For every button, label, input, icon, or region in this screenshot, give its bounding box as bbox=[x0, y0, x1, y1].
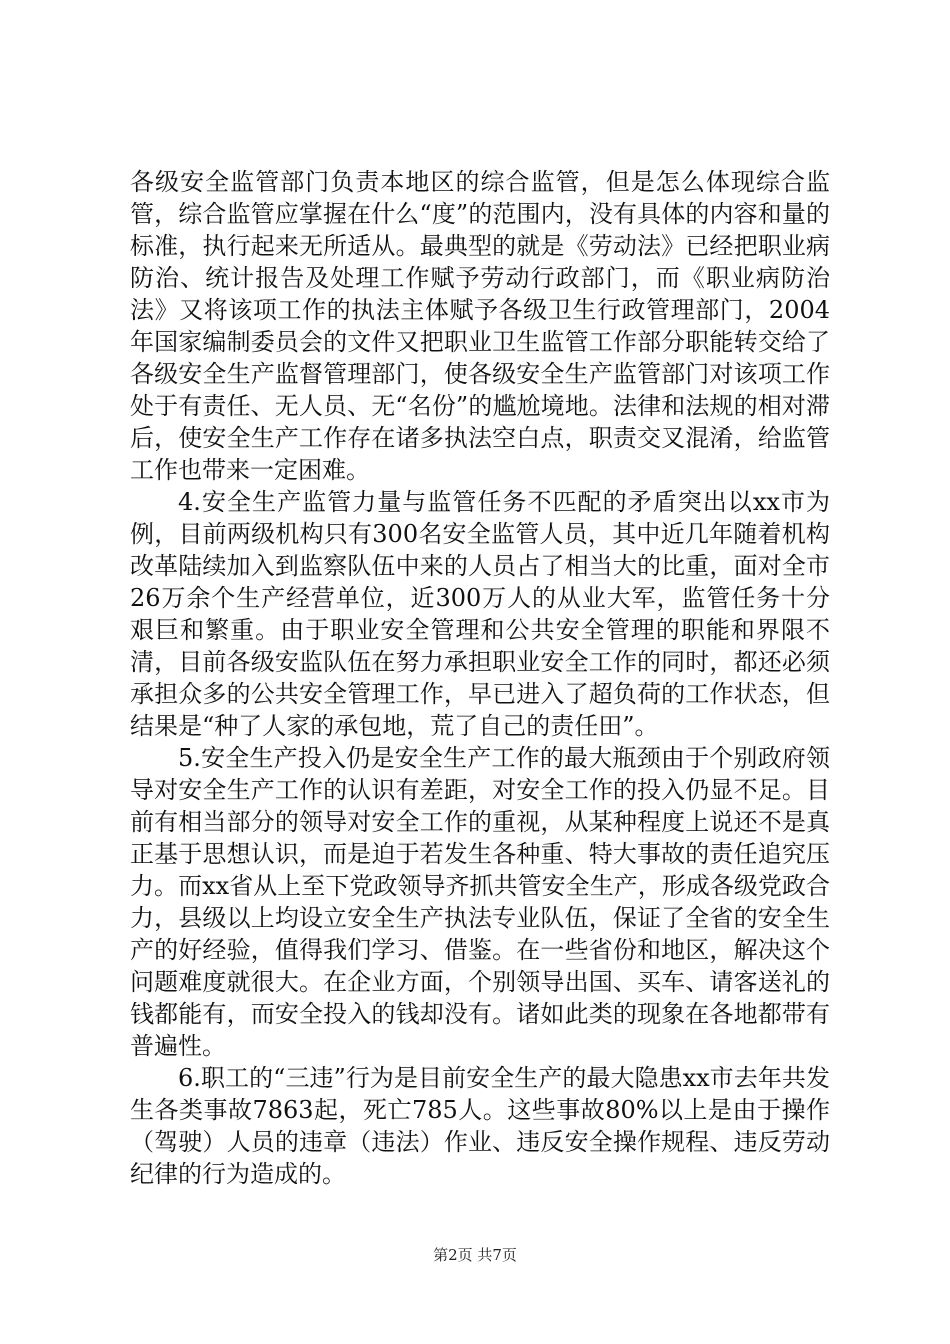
document-body bbox=[130, 166, 830, 1190]
paragraph-item-5: 5.安全生产投入仍是安全生产工作的最大瓶颈由于个别政府领导对安全生产工作的认识有差距，对安全工作的投入仍显不足。目前有相当部分的领导对安全工作的重视，从某种程度上说还不是真正基于思想认识，而是迫于若发生各种重、特大事故的责任追究压力。而xx省从上至下党政领导齐抓共管安全生产，形成各级党政合力，县级以上均设立安全生产执法专业队伍，保证了全省的安全生产的好经验，值得我们学习、借鉴。在一些省份和地区，解决这个问题难度就很大。在企业方面，个别领导出国、买车、请客送礼的钱都能有，而安全投入的钱却没有。诸如此类的现象在各地都带有普遍性。 bbox=[130, 744, 830, 1060]
paragraph-continuation: 各级安全监管部门负责本地区的综合监管，但是怎么体现综合监管，综合监管应掌握在什么“度”的范围内，没有具体的内容和量的标准，执行起来无所适从。最典型的就是《劳动法》已经把职业病防治、统计报告及处理工作赋予劳动行政部门，而《职业病防治法》又将该项工作的执法主体赋予各级卫生行政管理部门，2004年国家编制委员会的文件又把职业卫生监管工作部分职能转交给了各级安全生产监督管理部门，使各级安全生产监管部门对该项工作处于有责任、无人员、无“名份”的尴尬境地。法律和法规的相对滞后，使安全生产工作存在诸多执法空白点，职责交叉混淆，给监管工作也带来一定困难。 bbox=[130, 168, 830, 484]
paragraph-item-6: 6.职工的“三违”行为是目前安全生产的最大隐患xx市去年共发生各类事故7863起，死亡785人。这些事故80%以上是由于操作（驾驶）人员的违章（违法）作业、违反安全操作规程、违反劳动纪律的行为造成的。 bbox=[130, 1064, 830, 1188]
page-number-footer: 第2页 共7页 bbox=[433, 1246, 517, 1264]
paragraph-item-4: 4.安全生产监管力量与监管任务不匹配的矛盾突出以xx市为例，目前两级机构只有300名安全监管人员，其中近几年随着机构改革陆续加入到监察队伍中来的人员占了相当大的比重，面对全市26万余个生产经营单位，近300万人的从业大军，监管任务十分艰巨和繁重。由于职业安全管理和公共安全管理的职能和界限不清，目前各级安监队伍在努力承担职业安全工作的同时，都还必须承担众多的公共安全管理工作，早已进入了超负荷的工作状态，但结果是“种了人家的承包地，荒了自己的责任田”。 bbox=[130, 488, 830, 740]
